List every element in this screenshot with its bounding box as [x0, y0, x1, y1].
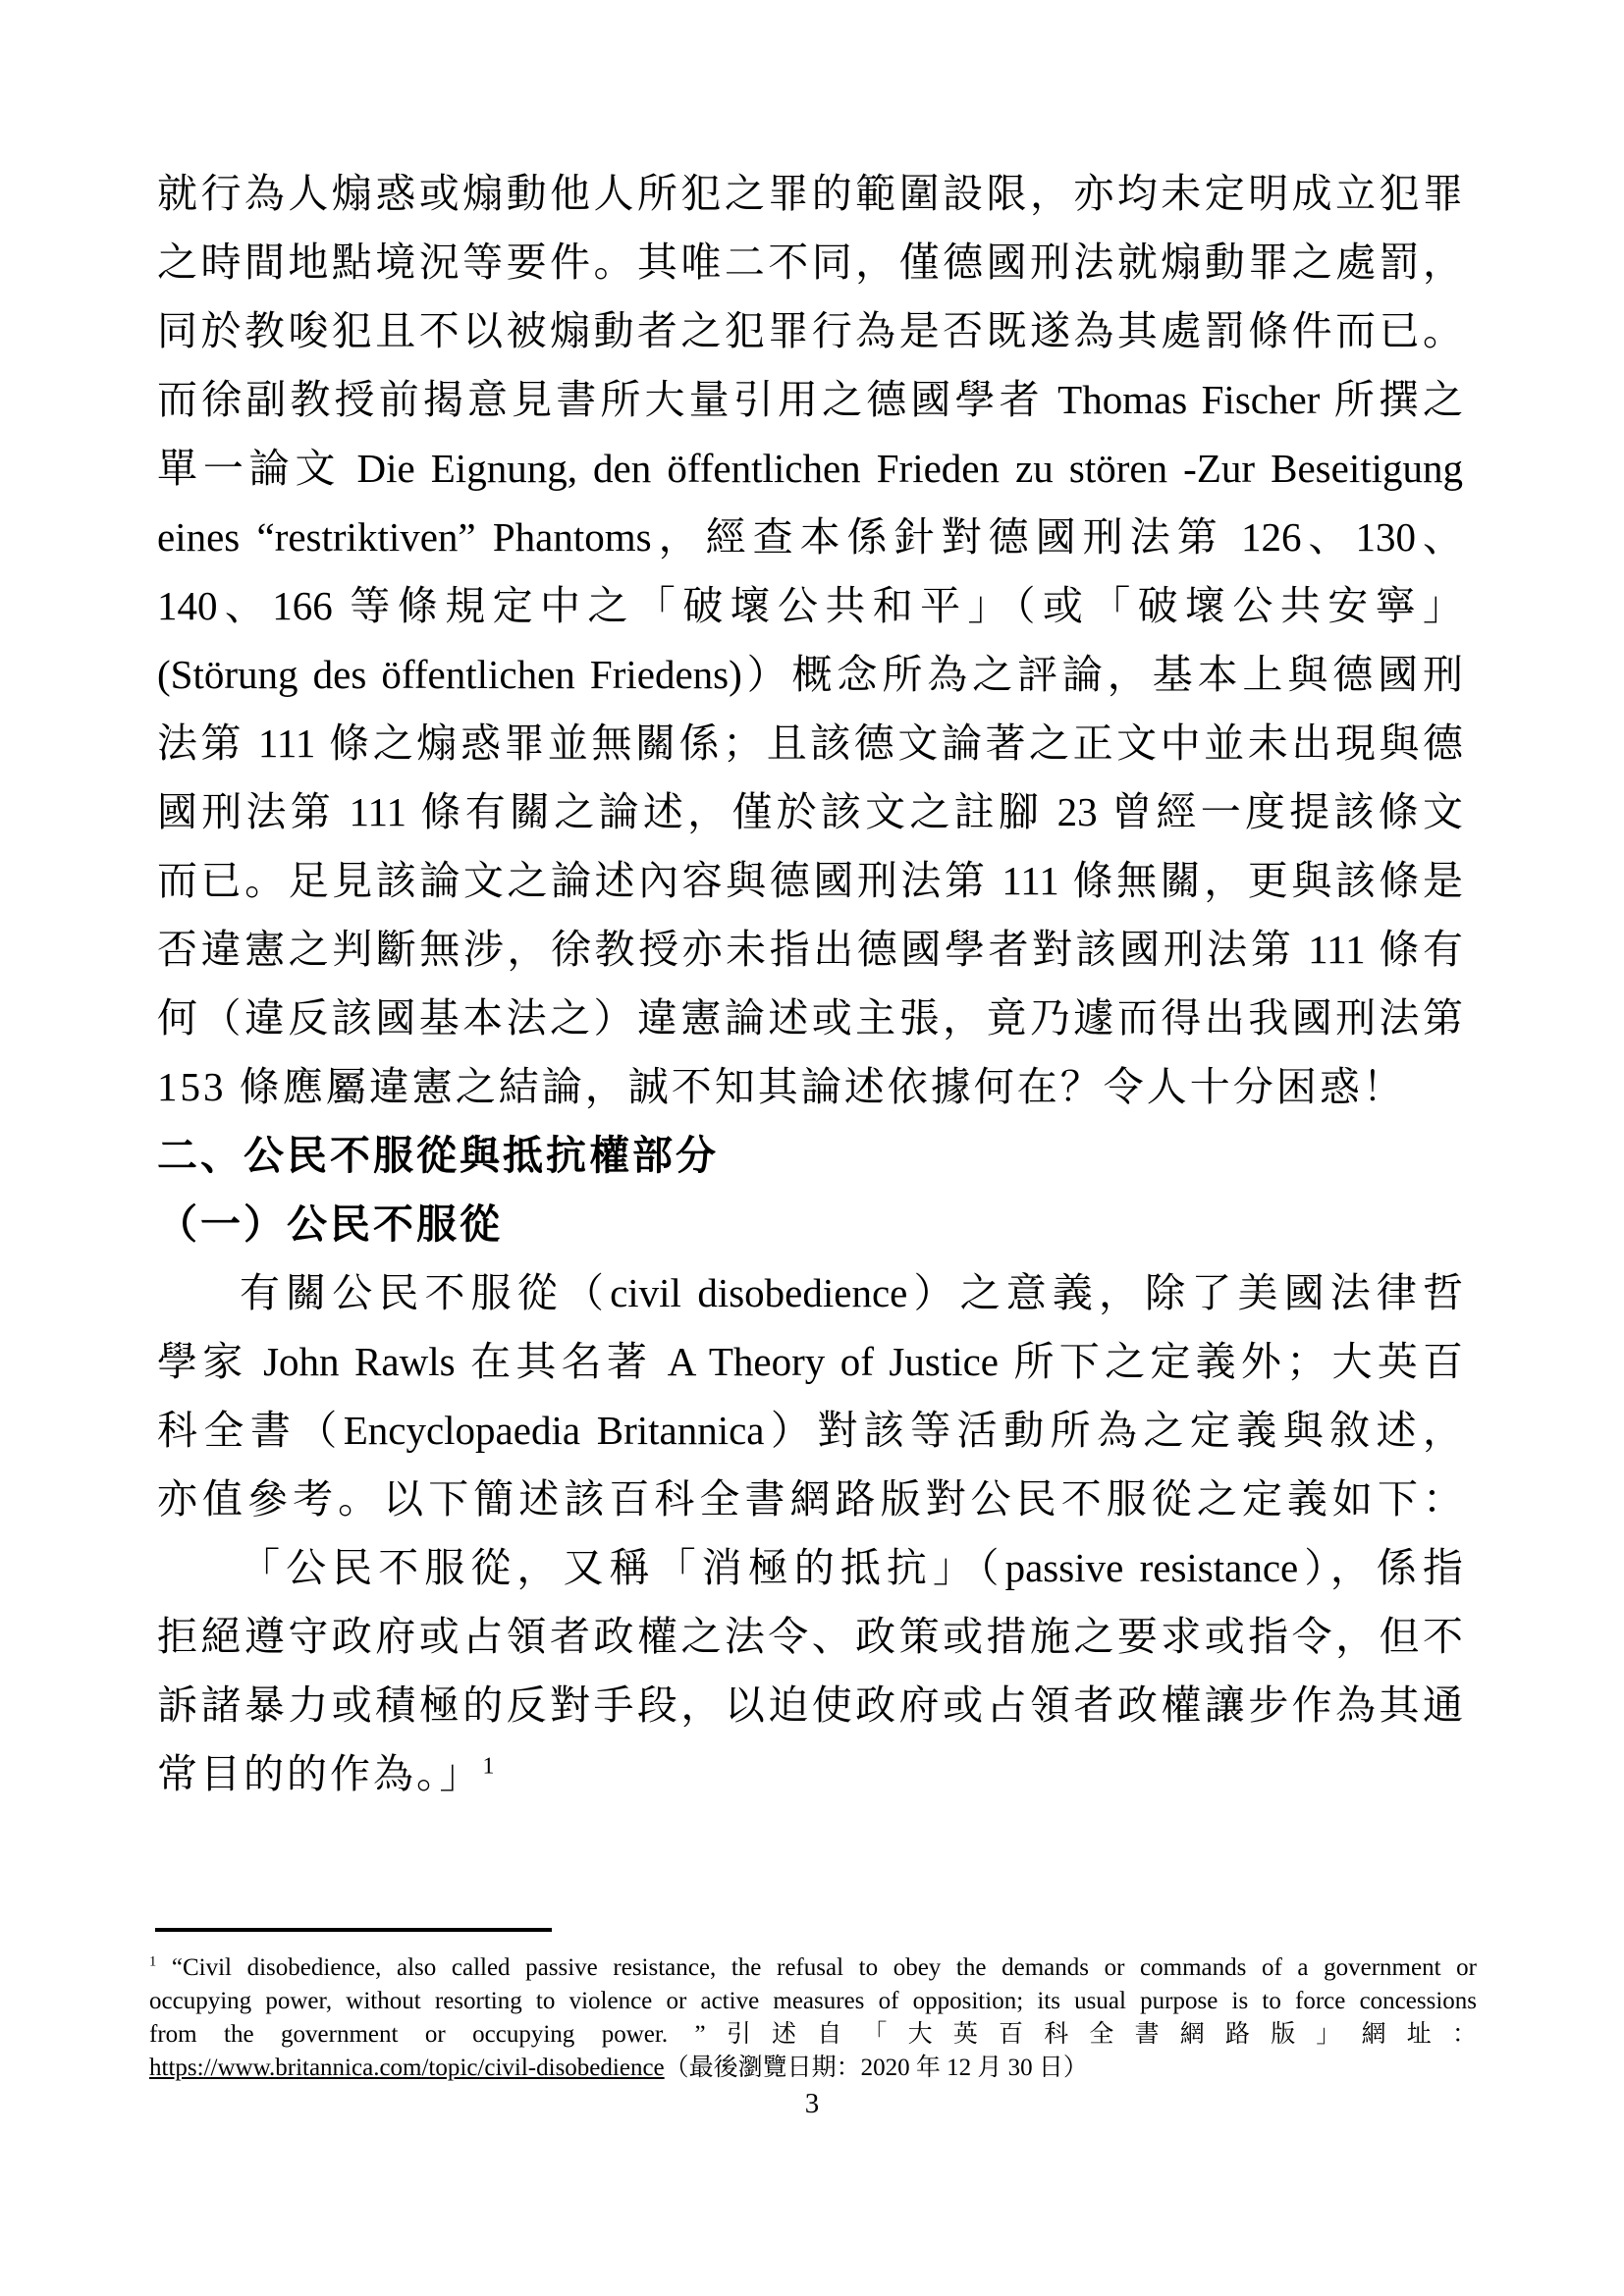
- footnote-line: [149, 1951, 1477, 1985]
- body-line: 亦值參考。以下簡述該百科全書網路版對公民不服從之定義如下：: [157, 1476, 1463, 1522]
- body-line: 科全書（Encyclopaedia Britannica）對該等活動所為之定義與敘述，: [157, 1408, 1463, 1453]
- body-line: 法第 111 條之煽惑罪並無關係；且該德文論著之正文中並未出現與德: [157, 721, 1463, 766]
- footnote-url-link[interactable]: https://www.britannica.com/topic/civil-disobedience: [149, 2055, 665, 2081]
- body-line: 何（違反該國基本法之）違憲論述或主張，竟乃遽而得出我國刑法第: [157, 995, 1463, 1041]
- body-line: 之時間地點境況等要件。其唯二不同，僅德國刑法就煽動罪之處罰，: [157, 240, 1463, 285]
- footnote-line: occupying power, without resorting to violence or active measures of opposition; its usual purpose is to force concessions: [149, 1988, 1477, 2014]
- footnote-access-date: （最後瀏覽日期：2020 年 12 月 30 日）: [664, 2055, 1088, 2081]
- body-text: [157, 159, 1463, 1808]
- page-number: 3: [804, 2088, 820, 2119]
- body-line: 153 條應屬違憲之結論，誠不知其論述依據何在？令人十分困惑！: [157, 1064, 1406, 1109]
- body-line: 而已。足見該論文之論述內容與德國刑法第 111 條無關，更與該條是: [157, 858, 1463, 903]
- body-line: 有關公民不服從（civil disobedience）之意義，除了美國法律哲: [240, 1270, 1463, 1315]
- footnote-line: [149, 2052, 1477, 2085]
- footnote-separator: [155, 1928, 552, 1932]
- body-line: (Störung des öffentlichen Friedens)）概念所為之評論，基本上與德國刑: [157, 652, 1463, 697]
- footnote-text: “Civil disobedience, also called passive resistance, the refusal to obey the demands or commands of a government or: [171, 1954, 1477, 1981]
- body-line: 140、166 等條規定中之「破壞公共和平」（或「破壞公共安寧」: [157, 583, 1463, 628]
- quote-line: 訴諸暴力或積極的反對手段，以迫使政府或占領者政權讓步作為其通: [157, 1682, 1463, 1728]
- body-line: 國刑法第 111 條有關之論述，僅於該文之註腳 23 曾經一度提該條文: [157, 789, 1463, 834]
- quote-line: 拒絕遵守政府或占領者政權之法令、政策或措施之要求或指令，但不: [157, 1614, 1463, 1659]
- footnote-reference-marker: 1: [482, 1753, 495, 1780]
- section-heading: 二、公民不服從與抵抗權部分: [157, 1133, 719, 1178]
- body-line: 而徐副教授前揭意見書所大量引用之德國學者 Thomas Fischer 所撰之: [157, 377, 1463, 422]
- body-line: 同於教唆犯且不以被煽動者之犯罪行為是否既遂為其處罰條件而已。: [157, 308, 1463, 353]
- body-line: eines “restriktiven” Phantoms，經查本係針對德國刑法第 126、130、: [157, 514, 1463, 560]
- body-line: 單一論文 Die Eignung, den öffentlichen Frieden zu stören -Zur Beseitigung: [157, 446, 1463, 491]
- quote-line: 「公民不服從，又稱「消極的抵抗」（passive resistance），係指: [240, 1545, 1463, 1590]
- quote-line-text: 常目的的作為。」: [157, 1751, 483, 1796]
- subsection-heading: （一）公民不服從: [157, 1201, 503, 1247]
- footnote: [149, 1951, 1477, 2085]
- body-line: 學家 John Rawls 在其名著 A Theory of Justice 所下之定義外；大英百: [157, 1339, 1463, 1384]
- body-line: 就行為人煽惑或煽動他人所犯之罪的範圍設限，亦均未定明成立犯罪: [157, 171, 1463, 216]
- footnote-number: 1: [149, 1953, 157, 1970]
- body-line: 否違憲之判斷無涉，徐教授亦未指出德國學者對該國刑法第 111 條有: [157, 927, 1463, 972]
- footnote-line: from the government or occupying power. ”引述自「大英百科全書網路版」網址：: [149, 2021, 1477, 2048]
- quote-line: [157, 1739, 1463, 1808]
